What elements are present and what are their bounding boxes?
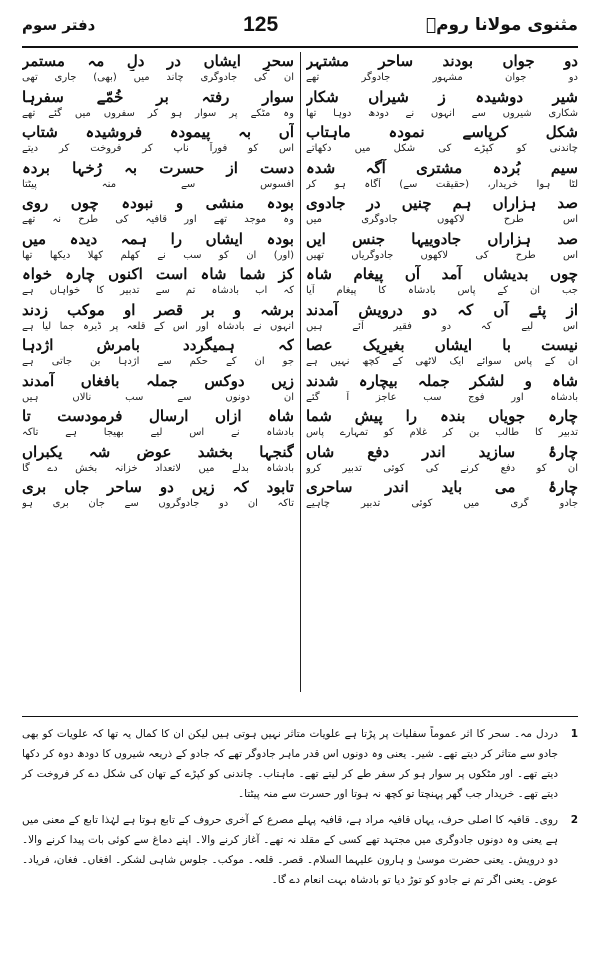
verse-line: شاہ ازاں ارسال فرمودست تا <box>22 407 294 425</box>
header-rule <box>22 46 578 48</box>
verse-line: دست از حسرت بہ رُخہا بردہ <box>22 158 294 177</box>
translation-line: تاکہ ان دو جادوگروں سے جان بری ہو <box>22 498 294 509</box>
verse-line: زیں دوکس جملہ بافغاں آمدند <box>22 371 294 390</box>
couplet-half <box>22 478 294 514</box>
verse-line: برشہ و بر قصر او موکب زدند <box>22 300 294 319</box>
couplet-half <box>306 301 578 337</box>
couplet-half <box>306 230 578 266</box>
couplet-half <box>306 372 578 408</box>
couplet-half <box>306 443 578 479</box>
left-column <box>22 52 294 692</box>
translation-line: اس طرح کی لاکھوں جادوگریاں تھیں <box>306 249 578 261</box>
verse-line: گنجہا بخشد عوض شہ یکبراں <box>22 442 294 461</box>
couplet-half <box>22 159 294 195</box>
couplet-half <box>22 52 294 88</box>
verse-line: نیست با ایشاں بغیرِیک عصا <box>306 336 578 354</box>
verse-line: چوں بدیشاں آمد آں پیغام شاہ <box>306 265 578 283</box>
book-title: مثنوی مولانا رومؒ <box>425 15 578 35</box>
translation-line: تدبیر کا طالب بن کر غلام کو تمہارے پاس <box>306 427 578 438</box>
couplet-half <box>306 52 578 88</box>
couplet-half <box>306 336 578 372</box>
couplet-half <box>22 265 294 301</box>
couplet-half <box>306 159 578 195</box>
translation-line: اس طرح لاکھوں جادوگری میں <box>306 214 578 225</box>
verse-line: تابود کہ زیں دو ساحر جاں بری <box>22 478 294 496</box>
verse-line: کز شما شاہ است اکنوں چارہ خواہ <box>22 265 294 283</box>
footnote-number: 1 <box>570 728 578 740</box>
verse-line: دو جواں بودند ساحر مشتہر <box>306 52 578 70</box>
translation-line: چاندنی کو کپڑے کی شکل میں دکھاتے <box>306 143 578 154</box>
couplet-half <box>306 265 578 301</box>
translation-line: انہوں نے بادشاہ اور اس کے قلعہ پر ڈیرہ جما لیا ہے <box>22 320 294 332</box>
verse-line: چارہ جویاں بندہ را پیشِ شما <box>306 407 578 425</box>
translation-line: لٹا ہوا خریدار، (حقیقت سے) آگاہ ہو کر <box>306 178 578 190</box>
right-column <box>306 52 578 692</box>
couplet-half <box>22 194 294 230</box>
page-header <box>22 8 578 42</box>
footnote <box>22 810 578 890</box>
verse-line: صد ہزاراں جادوییہا جنس ایں <box>306 229 578 248</box>
verse-columns <box>22 52 578 692</box>
translation-line: (اور) ان کو سب نے کھلم کھلا دیکھا تھا <box>22 249 294 261</box>
verse-line: شاہ و لشکر جملہ بیچارہ شدند <box>306 371 578 390</box>
couplet-half <box>22 230 294 266</box>
couplet-half <box>306 407 578 443</box>
verse-line: شیر دوشیدہ ز شیراں شکار <box>306 87 578 106</box>
translation-line: وہ موجد تھے اور قافیہ کی طرح نہ تھے <box>22 214 294 225</box>
verse-line: چارۂ می باید اندر ساحری <box>306 478 578 496</box>
translation-line: جو ان کے حکم سے اژدہا بن جاتی ہے <box>22 356 294 367</box>
translation-line: جب ان کے پاس بادشاہ کا پیغام آیا <box>306 285 578 296</box>
verse-line: کہ ہمیگردد بامرش اژدہا <box>22 336 294 354</box>
translation-line: ان کو دفع کرنے کی کوئی تدبیر کرو <box>306 462 578 474</box>
verse-line: از پئے آں کہ دو درویش آمدند <box>306 300 578 319</box>
couplet-half <box>22 372 294 408</box>
couplet-half <box>22 407 294 443</box>
couplet-half <box>306 88 578 124</box>
translation-line: ان دونوں سے سب نالاں ہیں <box>22 391 294 403</box>
page-number: 125 <box>243 13 279 36</box>
couplet-half <box>306 478 578 514</box>
translation-line: اس لیے کہ دو فقیر آئے ہیں <box>306 320 578 332</box>
verse-line: صد ہزاراں ہم چنیں در جادوی <box>306 194 578 212</box>
couplet-half <box>22 336 294 372</box>
translation-line: ان کی جادوگری چاند میں (بھی) جاری تھی <box>22 72 294 83</box>
footnote <box>22 724 578 804</box>
translation-line: جادو گری میں کوئی تدبیر چاہیے <box>306 498 578 509</box>
verse-line: بودہ ایشاں را ہمہ دیدہ میں <box>22 229 294 248</box>
couplet-half <box>306 123 578 159</box>
translation-line: بادشاہ نے اس لیے بھیجا ہے تاکہ <box>22 427 294 438</box>
verse-line: بودہ منشی و نبودہ چوں روی <box>22 194 294 212</box>
translation-line: افسوس سے منہ پیٹتا <box>22 178 294 190</box>
couplet-half <box>22 88 294 124</box>
footnote-number: 2 <box>570 814 578 826</box>
volume-label: دفتر سوم <box>22 16 96 34</box>
translation-line: شکاری شیروں سے انہوں نے دودھ دوہا تھا <box>306 107 578 119</box>
couplet-half <box>22 123 294 159</box>
translation-line: وہ مٹکے پر سوار ہو کر سفروں میں گئے تھے <box>22 107 294 119</box>
footnote-text: روی۔ قافیہ کا اصلی حرف، یہاں قافیہ مراد ہے، قافیہ پہلے مصرع کے آخری حروف کے تابع ہوتا ہے لہٰذا تابع کے معنی میں ہے یعنی وہ دونوں جادوگری میں مجتہد تھے کسی کے مقلد نہ تھے۔ آغاز کرنے والا۔ اپنے دماغ سے کوئی بات پیدا کرنے والا۔ دو درویش۔ یعنی حضرت موسیٰ و ہارون علیہما السلام۔ قصر۔ قلعہ۔ موکب۔ جلوس شاہی لشکر۔ افغاں۔ فغان، فریاد۔ عوض۔ یعنی اگر تم نے جادو کو توڑ دیا تو بادشاہ بہت انعام دے گا۔ <box>22 814 558 886</box>
verse-line: چارۂ سازید اندر دفعِ شاں <box>306 442 578 461</box>
verse-line: سحرِ ایشاں در دلِ مہ مستمر <box>22 52 294 70</box>
verse-line: آں بہ پیمودہ فروشیدہ شتاب <box>22 123 294 141</box>
verse-line: سوار رفتہ بر خُمّے سفرہا <box>22 87 294 106</box>
verse-line: سیم بُردہ مشتری آگہ شدہ <box>306 158 578 177</box>
verse-line: شکل کرپاسے نمودہ ماہتاب <box>306 123 578 141</box>
translation-line: بادشاہ بدلے میں لاتعداد خزانہ بخش دے گا <box>22 462 294 474</box>
footnote-text: دردل مہ۔ سحر کا اثر عموماً سفلیات پر پڑتا ہے علویات متاثر نہیں ہوتی ہیں لیکن ان کا کمال یہ تھا کہ علویات کو بھی جادو سے متاثر کر دیتے تھے۔ شیر۔ یعنی وہ دونوں اس قدر ماہر جادوگر تھے کہ جادو کے ذریعہ شیروں کا دودھ دوہ کر دکھا دیتے تھے۔ اور مٹکوں پر سوار ہو کر سفر طے کر لیتے تھے۔ ماہتاب۔ چاندنی کو کپڑے کے تھان کی شکل دے کر فروخت کر دیتے تھے۔ خریدار جب گھر پہنچتا تو کچھ نہ ہوتا اور حسرت سے منہ پیٹتا۔ <box>22 728 558 800</box>
translation-line: ان کے پاس سوائے ایک لاٹھی کے کچھ نہیں ہے <box>306 356 578 367</box>
translation-line: اس کو فوراً ناپ کر فروخت کر دیتے <box>22 143 294 154</box>
couplet-half <box>22 301 294 337</box>
translation-line: کہ اب بادشاہ تم سے تدبیر کا خواہاں ہے <box>22 285 294 296</box>
footnotes <box>22 724 578 968</box>
couplet-half <box>306 194 578 230</box>
translation-line: دو جوان مشہور جادوگر تھے <box>306 72 578 83</box>
couplet-half <box>22 443 294 479</box>
footnote-rule <box>22 716 578 717</box>
translation-line: بادشاہ اور فوج سب عاجز آ گئے <box>306 391 578 403</box>
